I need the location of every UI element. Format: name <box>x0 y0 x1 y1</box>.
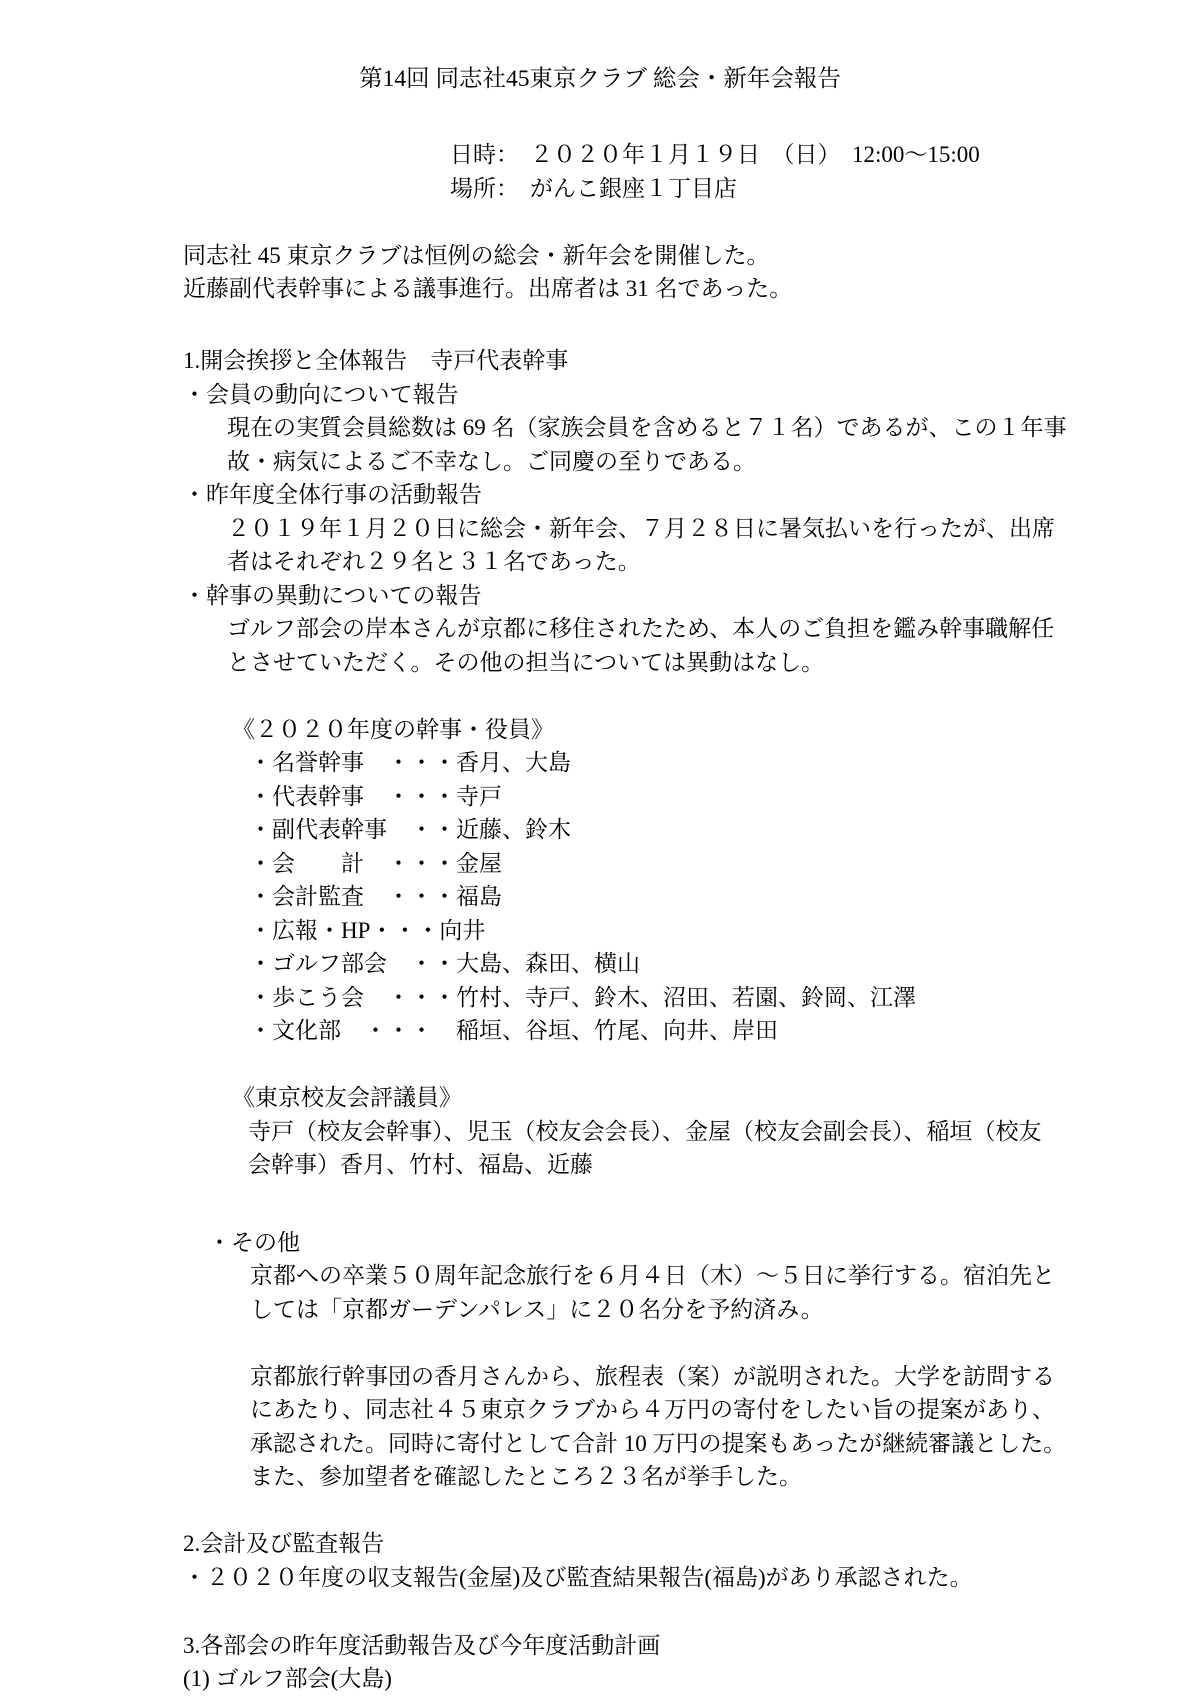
member-report-bullet: ・会員の動向について報告 <box>183 381 459 407</box>
events-report-line-1: ２０１９年１月２０日に総会・新年会、７月２８日に暑気払いを行ったが、出席 <box>227 515 1055 541</box>
meta-datetime-line <box>450 138 1200 172</box>
other-trip-line-1: 京都への卒業５０周年記念旅行を６月４日（木）～５日に挙行する。宿泊先と <box>250 1263 1055 1288</box>
datetime-label: 日時： <box>450 142 519 167</box>
datetime-value: ２０２０年１月１９日 （日） 12:00～15:00 <box>530 142 980 167</box>
officer-item: ・ゴルフ部会 ・・大島、森田、横山 <box>249 951 640 976</box>
section-1-heading: 1.開会挨拶と全体報告 寺戸代表幹事 <box>183 348 569 373</box>
section-3-item: (1) ゴルフ部会(大島) <box>183 1666 392 1691</box>
transfer-report-line-2: とさせていただく。その他の担当については異動はなし。 <box>227 649 825 675</box>
section-3 <box>0 1629 1200 1696</box>
spacer <box>0 1594 1200 1629</box>
officer-item: ・会 計 ・・・金屋 <box>249 850 502 876</box>
events-report-line-2: 者はそれぞれ２９名と３１名であった。 <box>227 549 641 574</box>
other-trip-line-2: しては「京都ガーデンパレス」に２０名分を予約済み。 <box>250 1296 824 1322</box>
page-title: 第14回 同志社45東京クラブ 総会・新年会報告 <box>359 66 841 92</box>
officer-item: ・名誉幹事 ・・・香月、大島 <box>249 750 571 775</box>
other-donation-line-3: 承認された。同時に寄付として合計 10 万円の提案もあったが継続審議とした。 <box>250 1430 1067 1456</box>
section-3-heading: 3.各部会の昨年度活動報告及び今年度活動計画 <box>183 1632 661 1658</box>
councilors-line-2: 会幹事）香月、竹村、福島、近藤 <box>248 1152 593 1177</box>
officer-item: ・副代表幹事 ・・近藤、鈴木 <box>249 817 571 842</box>
officers-heading: 《２０２０年度の幹事・役員》 <box>232 716 554 742</box>
intro-line-1: 同志社 45 東京クラブは恒例の総会・新年会を開催した。 <box>183 242 770 268</box>
other-donation-line-1: 京都旅行幹事団の香月さんから、旅程表（案）が説明された。大学を訪問する <box>250 1363 1055 1389</box>
meta-place-line <box>450 172 1200 206</box>
section-2-bullet: ・２０２０年度の収支報告(金屋)及び監査結果報告(福島)があり承認された。 <box>183 1564 973 1590</box>
intro-line-2: 近藤副代表幹事による議事進行。出席者は 31 名であった。 <box>183 276 793 301</box>
councilors-line-1: 寺戸（校友会幹事）、児玉（校友会会長）、金屋（校友会副会長）、稲垣（校友 <box>248 1118 1042 1144</box>
spacer <box>0 306 1200 345</box>
officer-item: ・広報・HP・・・向井 <box>249 917 486 943</box>
officer-item: ・代表幹事 ・・・寺戸 <box>249 783 502 809</box>
spacer <box>0 1494 1200 1528</box>
officer-item: ・会計監査 ・・・福島 <box>249 884 502 909</box>
events-report-bullet: ・昨年度全体行事の活動報告 <box>183 482 482 507</box>
place-value: がんこ銀座１丁目店 <box>530 175 737 201</box>
spacer <box>0 97 1200 139</box>
member-report-line-1: 現在の実質会員総数は 69 名（家族会員を含めると７１名）であるが、この１年事 <box>227 415 1067 440</box>
other-donation-line-2: にあたり、同志社４５東京クラブから４万円の寄付をしたい旨の提案があり、 <box>250 1397 1055 1422</box>
member-report-line-2: 故・病気によるご不幸なし。ご同慶の至りである。 <box>227 448 756 474</box>
section-2-heading: 2.会計及び監査報告 <box>183 1531 385 1556</box>
transfer-report-line-1: ゴルフ部会の岸本さんが京都に移住されたため、本人のご負担を鑑み幹事職解任 <box>227 616 1055 641</box>
other-bullet: ・その他 <box>208 1229 300 1255</box>
councilors-heading: 《東京校友会評議員》 <box>232 1085 462 1110</box>
spacer <box>0 1182 1200 1226</box>
section-1 <box>0 344 1200 1494</box>
place-label: 場所： <box>450 175 519 201</box>
officer-item: ・文化部 ・・・ 稲垣、谷垣、竹尾、向井、岸田 <box>249 1018 778 1043</box>
spacer <box>0 679 1200 713</box>
other-donation-line-4: また、参加望者を確認したところ２３名が挙手した。 <box>250 1464 802 1489</box>
spacer <box>0 1326 1200 1360</box>
spacer <box>0 1048 1200 1082</box>
transfer-report-bullet: ・幹事の異動についての報告 <box>183 582 482 608</box>
section-2 <box>0 1527 1200 1594</box>
spacer <box>0 205 1200 239</box>
officer-item: ・歩こう会 ・・・竹村、寺戸、鈴木、沼田、若園、鈴岡、江澤 <box>249 984 916 1010</box>
